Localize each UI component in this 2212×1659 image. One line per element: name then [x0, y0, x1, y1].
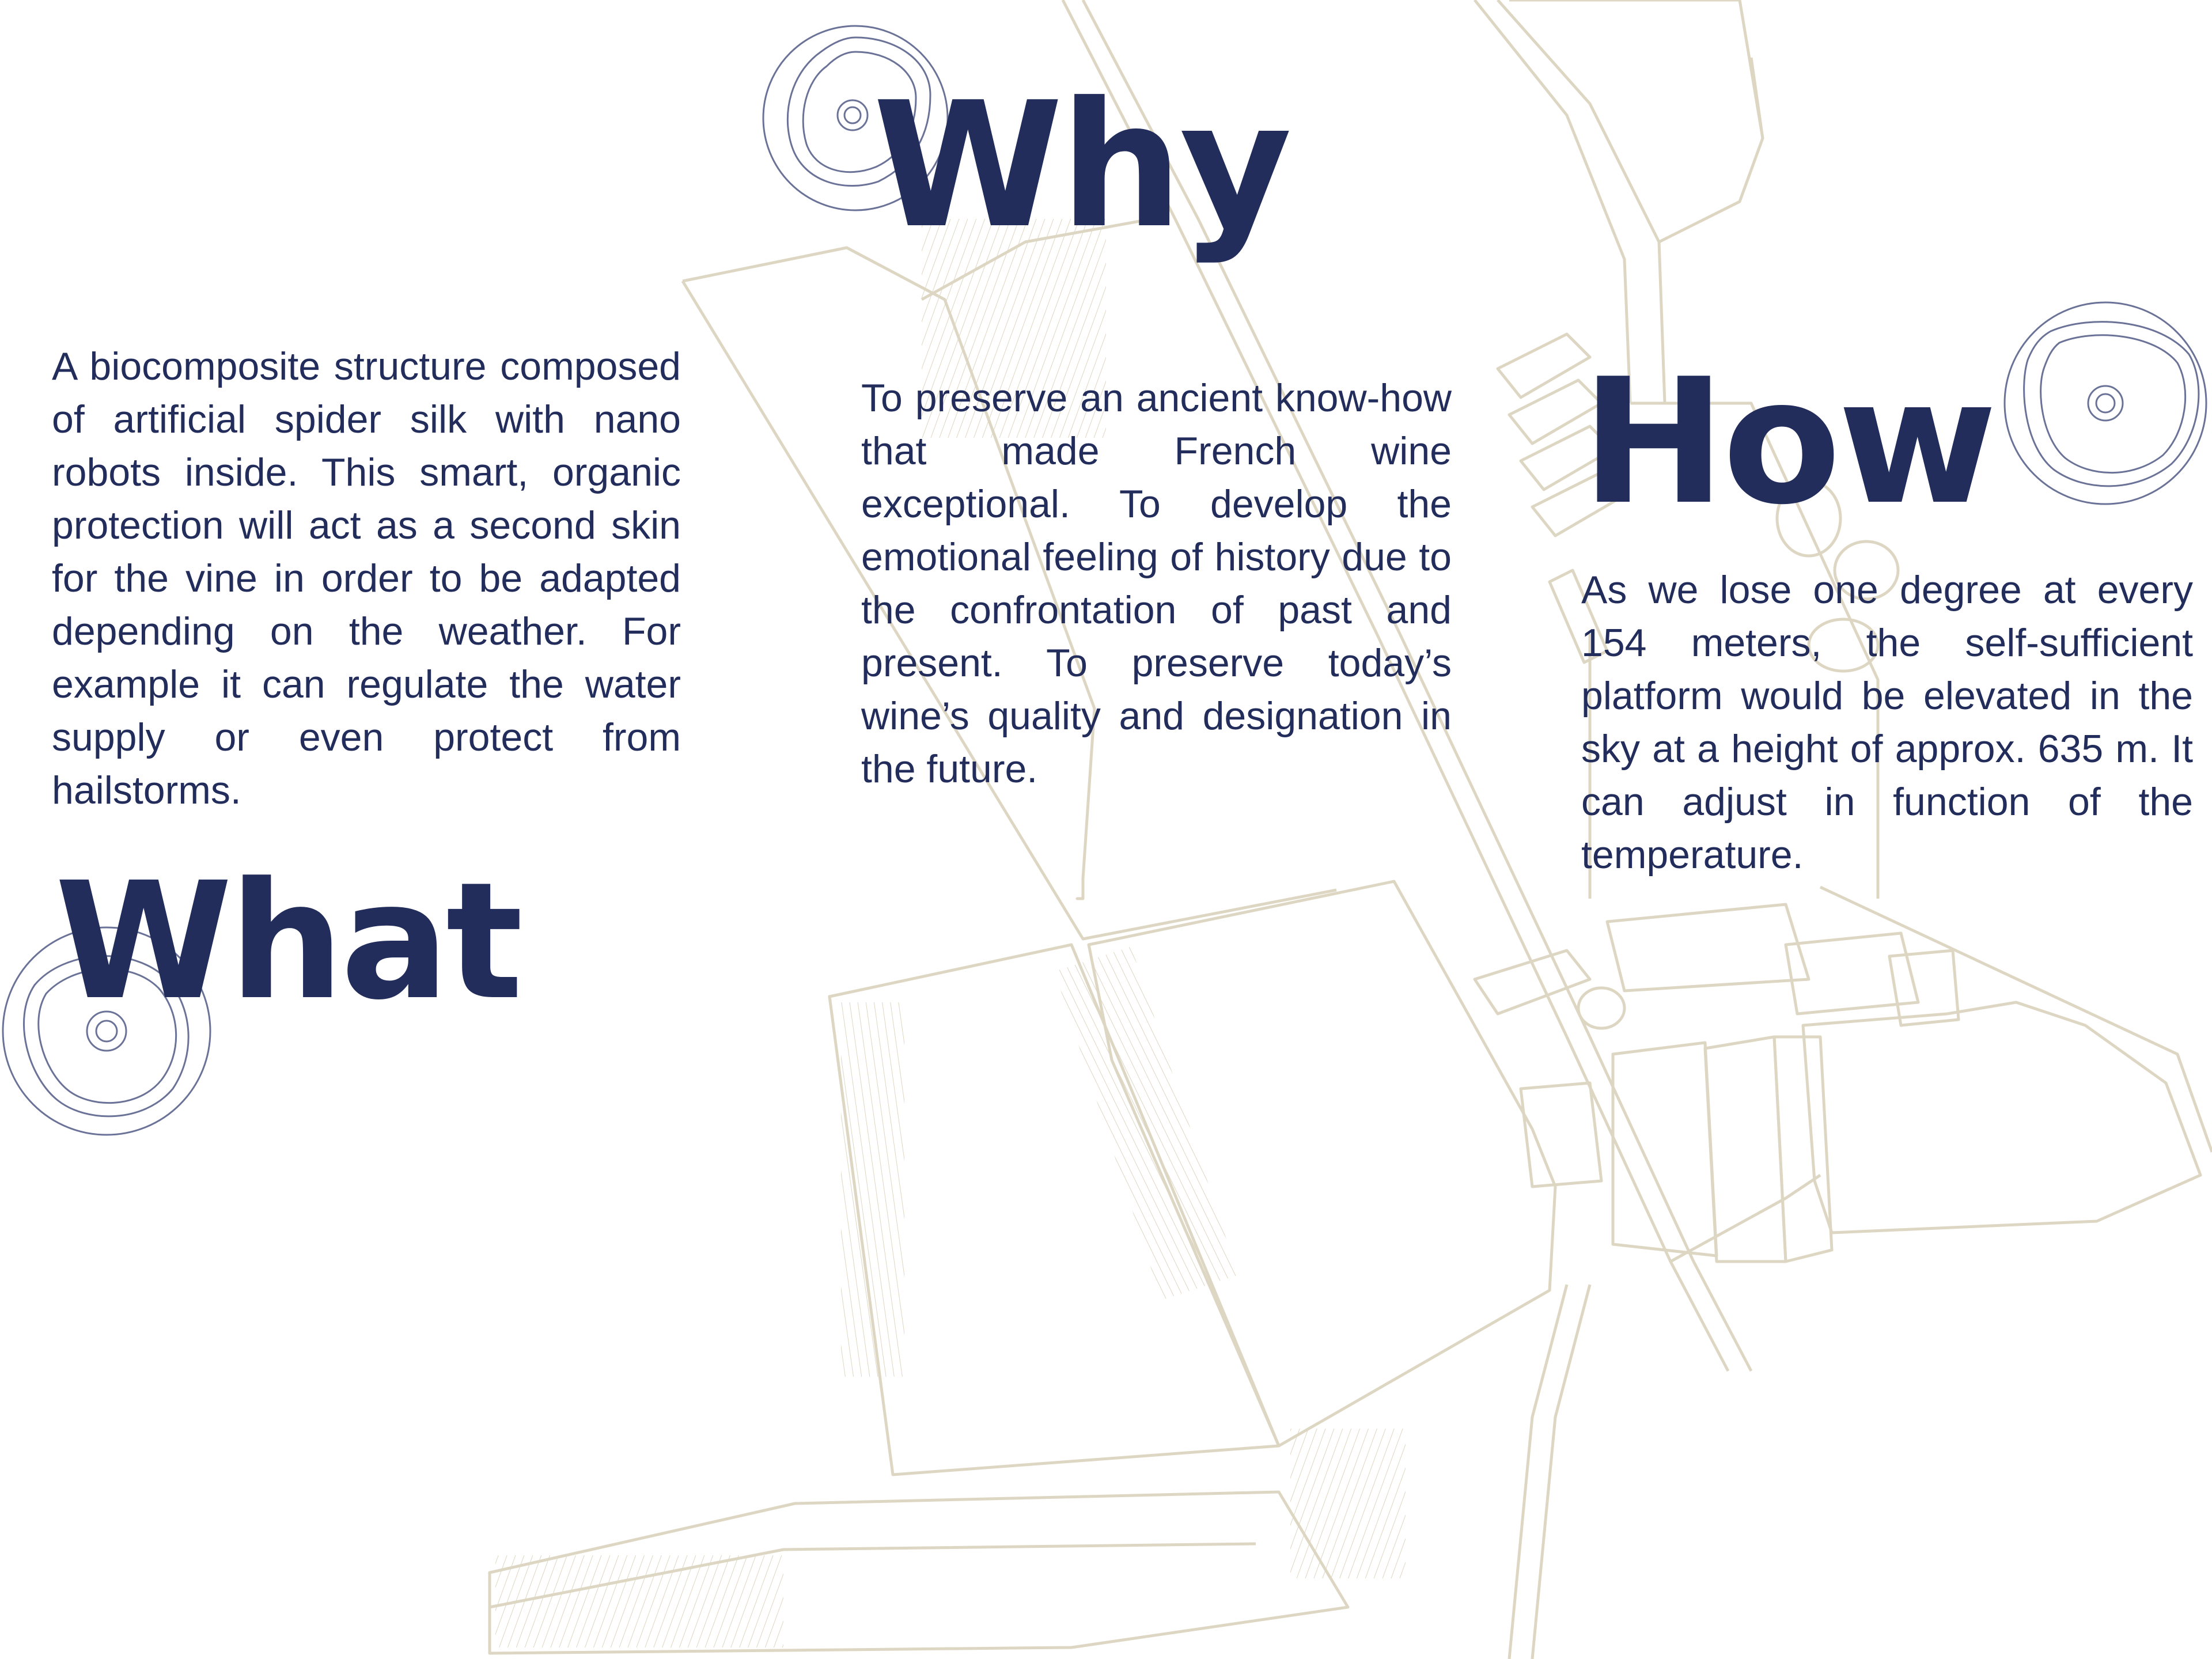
- how-heading: How: [1581, 342, 1994, 543]
- how-contour-ring-icon: [1999, 297, 2212, 510]
- what-body-text: A biocomposite structure composed of artificial spider silk with nano robots inside. This smart, organic protection will act as a second skin for the vine in order to be adapted depending on the weather. For example it can regulate the water supply or even protect from hailstorms.: [52, 344, 681, 812]
- how-body-text: As we lose one degree at every 154 meters, the self-sufficient platform would be elevated in the sky at a height of approx. 635 m. It can adjust in function of the temperature.: [1581, 568, 2193, 877]
- what-heading: What: [55, 848, 520, 1036]
- why-heading: Why: [873, 65, 1289, 266]
- why-body-text: To preserve an ancient know-how that made French wine exceptional. To develop the emotional feeling of history due to the confrontation of past and present. To preserve today’s wine’s quality and designation in the future.: [861, 376, 1452, 791]
